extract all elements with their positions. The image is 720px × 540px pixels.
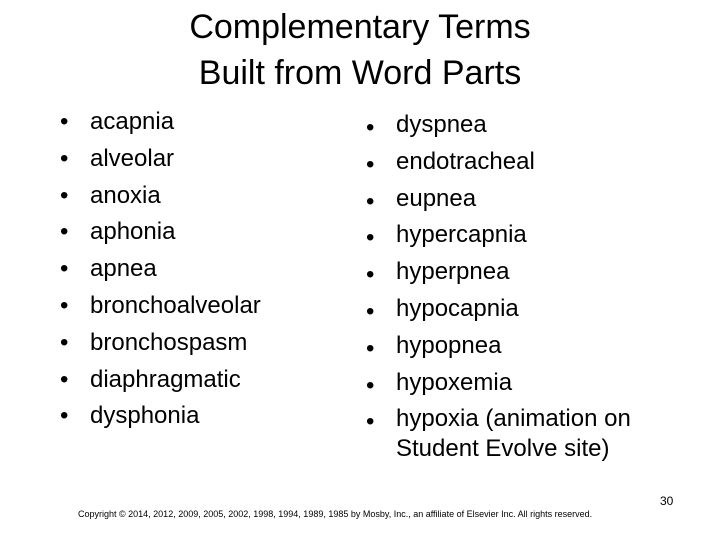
left-term-list: [60, 104, 330, 435]
list-item-text: • hyperpnea: [396, 258, 510, 286]
list-item-text: • hypoxemia: [396, 368, 513, 396]
right-term-list: [366, 110, 656, 471]
list-item-text: • dyspnea: [396, 111, 487, 138]
list-item: [366, 110, 656, 140]
list-item-text: • hypoxia (animation on Student Evolve site): [396, 405, 631, 463]
slide-title-line-1: Complementary Terms: [189, 8, 531, 46]
list-item: [60, 141, 330, 178]
list-item: [60, 288, 330, 325]
list-item: [366, 331, 656, 361]
slide-title-line-2: Built from Word Parts: [198, 54, 522, 92]
page-number: 30: [660, 494, 674, 508]
list-item-text: • diaphragmatic: [90, 365, 241, 393]
list-item-text: • anoxia: [90, 181, 161, 209]
list-item: [60, 178, 330, 215]
list-item-text: • bronchospasm: [90, 328, 248, 356]
list-item: [366, 147, 656, 177]
list-item-text: • hypopnea: [396, 331, 502, 359]
list-item-text: • bronchoalveolar: [90, 291, 261, 319]
list-item: [366, 220, 656, 250]
list-item-text: • hypercapnia: [396, 221, 527, 249]
list-item-text: • dysphonia: [90, 402, 200, 430]
list-item: [60, 398, 330, 435]
list-item: [366, 184, 656, 214]
list-item-text: • alveolar: [90, 144, 175, 172]
list-item: [366, 257, 656, 287]
list-item: [60, 251, 330, 288]
list-item-text: • apnea: [90, 255, 157, 283]
list-item: [366, 294, 656, 324]
list-item: [60, 104, 330, 141]
list-item-text: • hypocapnia: [396, 294, 519, 322]
list-item-text: • endotracheal: [396, 147, 535, 175]
list-item: [60, 362, 330, 399]
slide-title: [0, 4, 720, 96]
list-item: [366, 368, 656, 398]
list-item: [60, 214, 330, 251]
list-item-text: • eupnea: [396, 184, 477, 212]
copyright-notice: Copyright © 2014, 2012, 2009, 2005, 2002, 1998, 1994, 1989, 1985 by Mosby, Inc., an affiliate of Elsevier Inc. All rights reserved.: [78, 509, 593, 519]
list-item: [60, 325, 330, 362]
list-item-text: • aphonia: [90, 218, 176, 246]
list-item: [366, 404, 656, 464]
list-item-text: • acapnia: [90, 108, 175, 135]
